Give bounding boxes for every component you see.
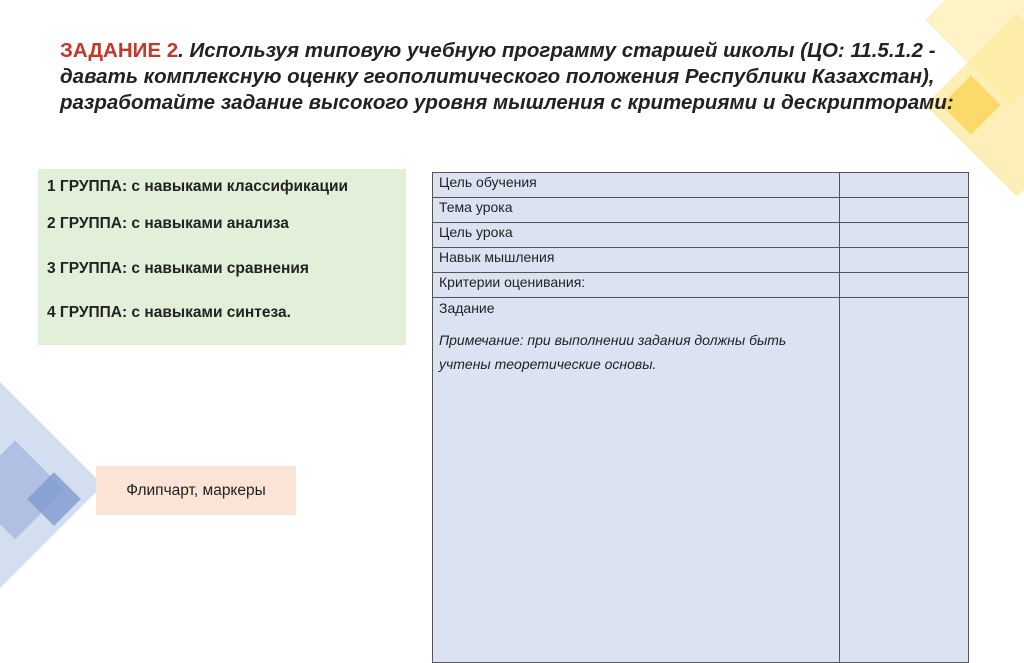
row-value-cell — [840, 273, 969, 298]
table-row — [433, 273, 969, 298]
row-value-cell — [840, 223, 969, 248]
row-value-cell — [840, 173, 969, 198]
groups-panel — [38, 169, 406, 345]
task-cell — [433, 298, 840, 663]
lesson-plan-table — [432, 172, 969, 663]
row-value-cell — [840, 198, 969, 223]
task-heading-label: ЗАДАНИЕ 2 — [60, 39, 179, 62]
materials-text: Флипчарт, маркеры — [126, 481, 266, 499]
row-label: Критерии оценивания: — [433, 273, 840, 298]
row-label: Навык мышления — [433, 248, 840, 273]
materials-box — [96, 466, 296, 515]
task-label: Задание — [439, 300, 495, 316]
row-value-cell — [840, 248, 969, 273]
group-item-3: 3 ГРУППА: с навыками сравнения — [47, 260, 309, 277]
table-row — [433, 198, 969, 223]
table-row-task — [433, 298, 969, 663]
task-heading — [60, 38, 960, 116]
table-row — [433, 173, 969, 198]
task-value-cell — [840, 298, 969, 663]
group-item-2: 2 ГРУППА: с навыками анализа — [47, 215, 289, 232]
row-label: Цель обучения — [433, 173, 840, 198]
group-item-4: 4 ГРУППА: с навыками синтеза. — [47, 304, 291, 321]
table-row — [433, 223, 969, 248]
group-item-1: 1 ГРУППА: с навыками классификации — [47, 178, 349, 195]
row-label: Цель урока — [433, 223, 840, 248]
task-note: Примечание: при выполнении задания должны быть учтены теоретические основы. — [439, 332, 787, 372]
row-label: Тема урока — [433, 198, 840, 223]
task-heading-text: . Используя типовую учебную программу старшей школы (ЦО: 11.5.1.2 - давать комплексную оценку геополитического положения Республики Казахстан), разработайте задание высокого уровня мышления с критериями и дескрипторами: — [60, 39, 954, 114]
table-row — [433, 248, 969, 273]
